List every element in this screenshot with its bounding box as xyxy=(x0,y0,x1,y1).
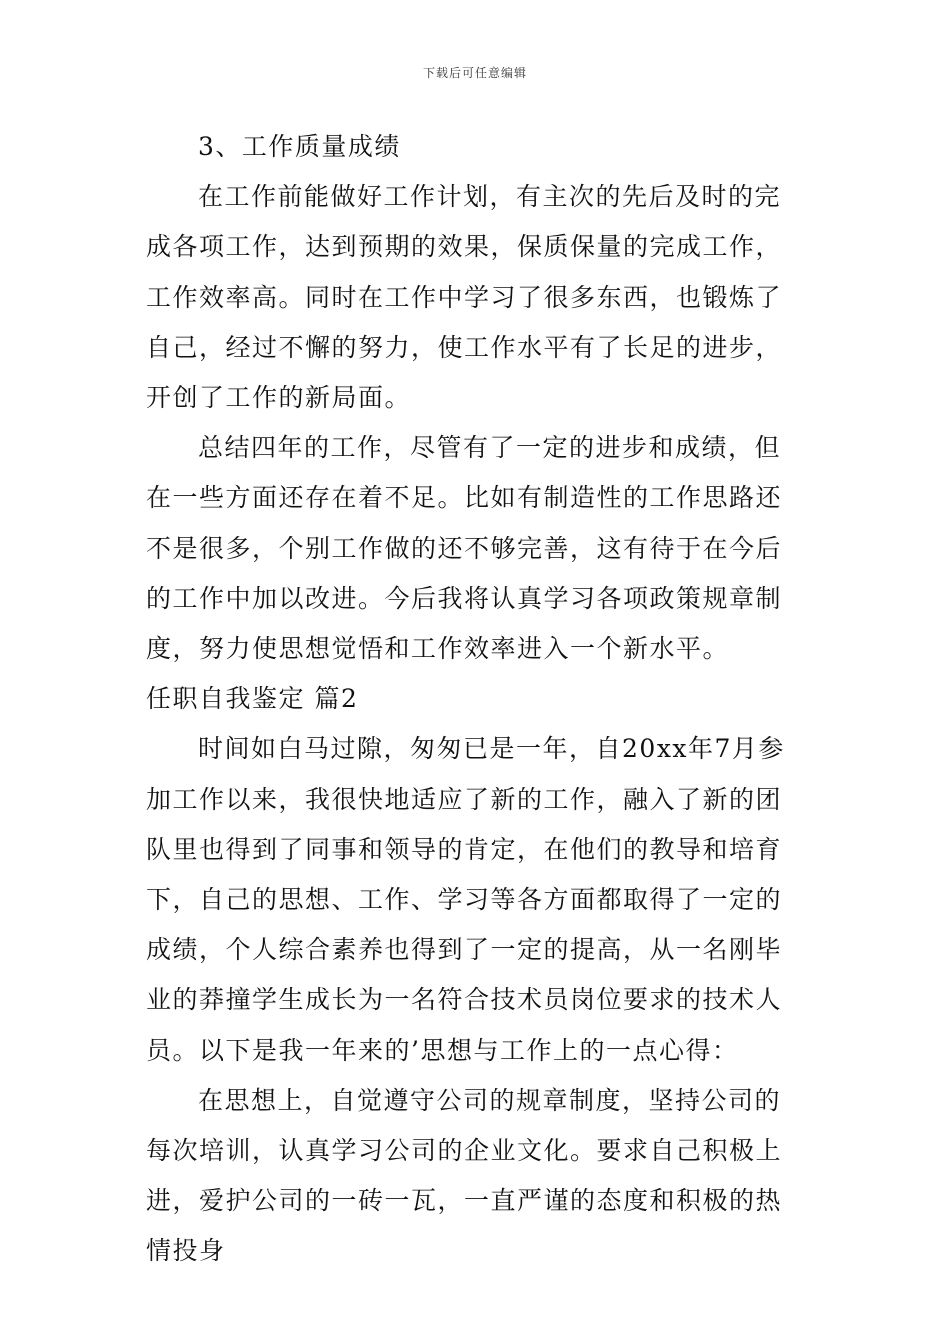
document-body xyxy=(146,122,806,1277)
paragraph-first-year: 时间如白马过隙，匆匆已是一年，自20xx年7月参加工作以来，我很快地适应了新的工作，融入了新的团队里也得到了同事和领导的肯定，在他们的教导和培育下，自己的思想、工作、学习等各方面都取得了一定的成绩，个人综合素养也得到了一定的提高，从一名刚毕业的莽撞学生成长为一名符合技术员岗位要求的技术人员。以下是我一年来的’思想与工作上的一点心得： xyxy=(146,734,785,1065)
paragraph-thought: 在思想上，自觉遵守公司的规章制度，坚持公司的每次培训，认真学习公司的企业文化。要求自己积极上进，爱护公司的一砖一瓦，一直严谨的态度和积极的热情投身 xyxy=(146,1085,783,1266)
header-note: 下载后可任意编辑 xyxy=(422,66,527,80)
section-title: 任职自我鉴定 篇2 xyxy=(146,684,359,714)
paragraph-work-quality: 在工作前能做好工作计划，有主次的先后及时的完成各项工作，达到预期的效果，保质保量的完成工作，工作效率高。同时在工作中学习了很多东西，也锻炼了自己，经过不懈的努力，使工作水平有了长足的进步，开创了工作的新局面。 xyxy=(146,182,783,413)
subheading-work-quality: 3、工作质量成绩 xyxy=(198,132,401,161)
paragraph-summary: 总结四年的工作，尽管有了一定的进步和成绩，但在一些方面还存在着不足。比如有制造性的工作思路还不是很多，个别工作做的还不够完善，这有待于在今后的工作中加以改进。今后我将认真学习各项政策规章制度，努力使思想觉悟和工作效率进入一个新水平。 xyxy=(146,433,783,664)
